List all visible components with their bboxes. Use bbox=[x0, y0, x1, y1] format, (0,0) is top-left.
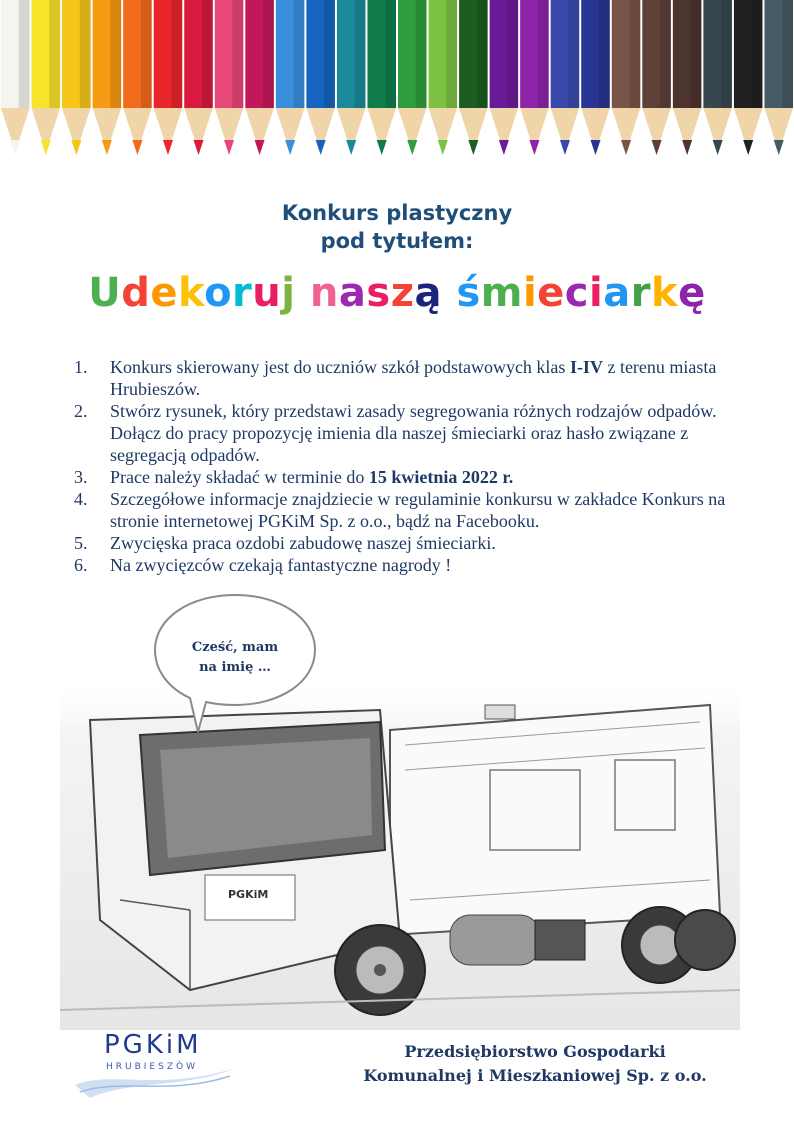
pencil bbox=[215, 0, 244, 155]
rule-item bbox=[74, 466, 744, 488]
rule-item bbox=[74, 554, 744, 576]
pencil bbox=[673, 0, 702, 155]
rule-highlight: 15 kwietnia 2022 r. bbox=[368, 467, 514, 487]
pencil bbox=[398, 0, 427, 155]
pencil bbox=[520, 0, 549, 155]
logo-city: HRUBIESZÓW bbox=[106, 1062, 198, 1072]
pencil bbox=[459, 0, 488, 155]
rule-text: Szczegółowe informacje znajdziecie w regulaminie konkursu w zakładce Konkurs na stronie internetowej PGKiM Sp. z o.o., bądź na Facebooku. bbox=[110, 489, 726, 531]
rule-text: Zwycięska praca ozdobi zabudowę naszej śmieciarki. bbox=[110, 533, 496, 553]
contest-headline: Udekoruj naszą śmieciarkę bbox=[88, 270, 706, 316]
pencil bbox=[276, 0, 305, 155]
pencil bbox=[1, 0, 30, 155]
rule-number: 1. bbox=[74, 357, 88, 377]
colored-pencils-banner bbox=[0, 0, 794, 170]
pencil bbox=[62, 0, 91, 155]
rules-list bbox=[74, 356, 744, 576]
pencil bbox=[154, 0, 183, 155]
contest-title: Konkurs plastyczny bbox=[281, 201, 513, 225]
contest-subtitle: pod tytułem: bbox=[320, 229, 474, 253]
pencil bbox=[734, 0, 763, 155]
rule-item bbox=[74, 400, 744, 466]
rule-number: 5. bbox=[74, 533, 88, 553]
pencil bbox=[429, 0, 458, 155]
rule-item bbox=[74, 532, 744, 554]
truck-logo-label: PGKiM bbox=[228, 888, 269, 901]
pencil bbox=[581, 0, 610, 155]
pencil bbox=[32, 0, 61, 155]
pencil bbox=[93, 0, 122, 155]
rule-text: z terenu miasta Hrubieszów. bbox=[110, 357, 717, 399]
rule-text: Konkurs skierowany jest do uczniów szkół podstawowych klas bbox=[110, 357, 570, 377]
rule-text: Stwórz rysunek, który przedstawi zasady segregowania różnych rodzajów odpadów. Dołącz do pracy propozycję imienia dla naszej śmieciarki oraz hasło związane z segregacją odpadów. bbox=[110, 401, 717, 465]
company-name bbox=[340, 1040, 730, 1088]
pencil bbox=[612, 0, 641, 155]
company-line-2: Komunalnej i Mieszkaniowej Sp. z o.o. bbox=[363, 1066, 707, 1085]
rule-text: Na zwycięzców czekają fantastyczne nagrody ! bbox=[110, 555, 452, 575]
rule-number: 6. bbox=[74, 555, 88, 575]
pencil bbox=[184, 0, 213, 155]
pencil bbox=[764, 0, 793, 155]
logo-wordmark: PGKiM bbox=[104, 1030, 202, 1060]
pencil bbox=[642, 0, 671, 155]
pencil bbox=[245, 0, 274, 155]
pencil bbox=[703, 0, 732, 155]
speech-line-1: Cześć, mam bbox=[191, 640, 279, 655]
pencil bbox=[306, 0, 335, 155]
pencil bbox=[490, 0, 519, 155]
speech-bubble-text bbox=[165, 638, 305, 678]
pencil bbox=[123, 0, 152, 155]
rule-item bbox=[74, 488, 744, 532]
rule-highlight: I-IV bbox=[569, 357, 603, 377]
rule-number: 4. bbox=[74, 489, 88, 509]
speech-line-2: na imię … bbox=[199, 660, 271, 675]
pencil bbox=[367, 0, 396, 155]
company-line-1: Przedsiębiorstwo Gospodarki bbox=[404, 1042, 666, 1061]
rule-number: 2. bbox=[74, 401, 88, 421]
rule-number: 3. bbox=[74, 467, 88, 487]
pencil bbox=[551, 0, 580, 155]
rule-text: Prace należy składać w terminie do bbox=[110, 467, 369, 487]
rule-item bbox=[74, 356, 744, 400]
pencil bbox=[337, 0, 366, 155]
